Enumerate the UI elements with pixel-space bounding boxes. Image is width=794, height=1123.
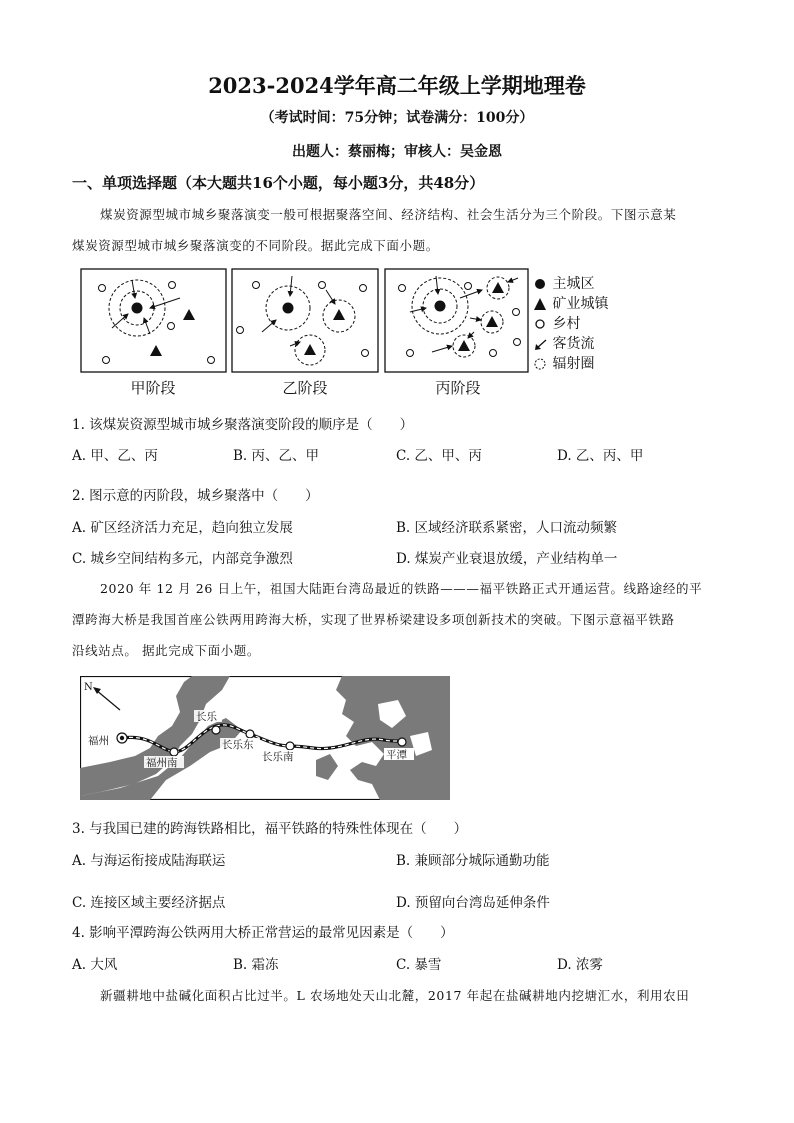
station-label-changle-east: 长乐东 — [222, 739, 254, 751]
legend-flow: 客货流 — [534, 333, 594, 353]
section-heading: 一、单项选择题（本大题共16个小题，每小题3分，共48分） — [72, 174, 485, 192]
arrow-icon — [534, 337, 548, 351]
stage-c-label: 丙阶段 — [435, 379, 481, 397]
main-city-dot — [132, 303, 143, 314]
q3-option-b[interactable]: B. 兼顾部分城际通勤功能 — [396, 853, 550, 869]
station-changle-south — [286, 742, 294, 750]
north-label: N — [84, 682, 93, 693]
triangle-icon — [534, 297, 548, 311]
q3-option-c[interactable]: C. 连接区域主要经济据点 — [72, 895, 226, 911]
passage2-line3: 沿线站点。 据此完成下面小题。 — [72, 643, 260, 658]
q2-option-a[interactable]: A. 矿区经济活力充足，趋向独立发展 — [72, 520, 293, 536]
stage-a-panel — [81, 269, 226, 372]
station-pingtan — [398, 738, 406, 746]
passage1-line2: 煤炭资源型城市城乡聚落演变的不同阶段。据此完成下面小题。 — [72, 238, 439, 253]
filled-circle-icon — [534, 277, 548, 291]
figure1-panels — [80, 268, 530, 374]
q4-option-a[interactable]: A. 大风 — [72, 957, 118, 973]
q1-stem: 1. 该煤炭资源型城市城乡聚落演变阶段的顺序是（ ） — [72, 417, 414, 433]
q2-option-b[interactable]: B. 区域经济联系紧密，人口流动频繁 — [396, 520, 618, 536]
q3-option-a[interactable]: A. 与海运衔接成陆海联运 — [72, 853, 226, 869]
q4-option-b[interactable]: B. 霜冻 — [233, 957, 279, 973]
exam-authors: 出题人：蔡丽梅；审核人：吴金恩 — [292, 144, 502, 160]
legend-main-city: 主城区 — [534, 273, 594, 293]
stage-c-panel — [385, 269, 528, 372]
q3-option-d[interactable]: D. 预留向台湾岛延伸条件 — [396, 895, 550, 911]
station-label-changle-south: 长乐南 — [262, 751, 294, 763]
station-changle-east — [246, 730, 254, 738]
stage-b-label: 乙阶段 — [282, 379, 328, 397]
q1-option-c[interactable]: C. 乙、甲、丙 — [396, 448, 482, 464]
station-label-changle: 长乐 — [196, 711, 217, 723]
dashed-circle-icon — [534, 357, 548, 371]
exam-title: 2023-2024学年高二年级上学期地理卷 — [208, 73, 586, 98]
passage2-line1: 2020 年 12 月 26 日上午，祖国大陆距台湾岛最近的铁路———福平铁路正式开通运营。线路途经的平 — [100, 581, 703, 596]
station-label-fuzhou: 福州 — [88, 735, 109, 747]
q2-stem: 2. 图示意的丙阶段，城乡聚落中（ ） — [72, 488, 319, 504]
q4-option-c[interactable]: C. 暴雪 — [396, 957, 442, 973]
passage1-line1: 煤炭资源型城市城乡聚落演变一般可根据聚落空间、经济结构、社会生活分为三个阶段。下图示意某 — [100, 207, 677, 222]
q1-option-d[interactable]: D. 乙、丙、甲 — [557, 448, 644, 464]
passage3-line1: 新疆耕地中盐碱化面积占比过半。L 农场地处天山北麓，2017 年起在盐碱耕地内挖塘汇水，利用农田 — [100, 988, 690, 1003]
q2-option-c[interactable]: C. 城乡空间结构多元，内部竞争激烈 — [72, 551, 293, 567]
q3-stem: 3. 与我国已建的跨海铁路相比，福平铁路的特殊性体现在（ ） — [72, 821, 468, 837]
legend-radiation: 辐射圈 — [534, 353, 594, 373]
station-fuzhou-south — [170, 748, 178, 756]
q2-option-d[interactable]: D. 煤炭产业衰退放缓，产业结构单一 — [396, 551, 618, 567]
legend-village: 乡村 — [534, 313, 580, 333]
q4-option-d[interactable]: D. 浓雾 — [557, 957, 603, 973]
station-label-fuzhou-south: 福州南 — [146, 757, 178, 769]
q1-option-b[interactable]: B. 丙、乙、甲 — [233, 448, 320, 464]
hollow-circle-icon — [534, 317, 548, 331]
legend-mining-town: 矿业城镇 — [534, 293, 608, 313]
q4-stem: 4. 影响平潭跨海公铁两用大桥正常营运的最常见因素是（ ） — [72, 925, 454, 941]
figure2-railway-map — [80, 676, 450, 800]
stage-a-label: 甲阶段 — [130, 379, 176, 397]
exam-subtitle: （考试时间：75分钟；试卷满分：100分） — [260, 110, 534, 126]
passage2-line2: 潭跨海大桥是我国首座公铁两用跨海大桥，实现了世界桥梁建设多项创新技术的突破。下图示意福平铁路 — [72, 612, 675, 627]
stage-b-panel — [232, 269, 378, 372]
q1-option-a[interactable]: A. 甲、乙、丙 — [72, 448, 158, 464]
station-changle — [212, 726, 220, 734]
station-label-pingtan: 平潭 — [386, 749, 407, 761]
